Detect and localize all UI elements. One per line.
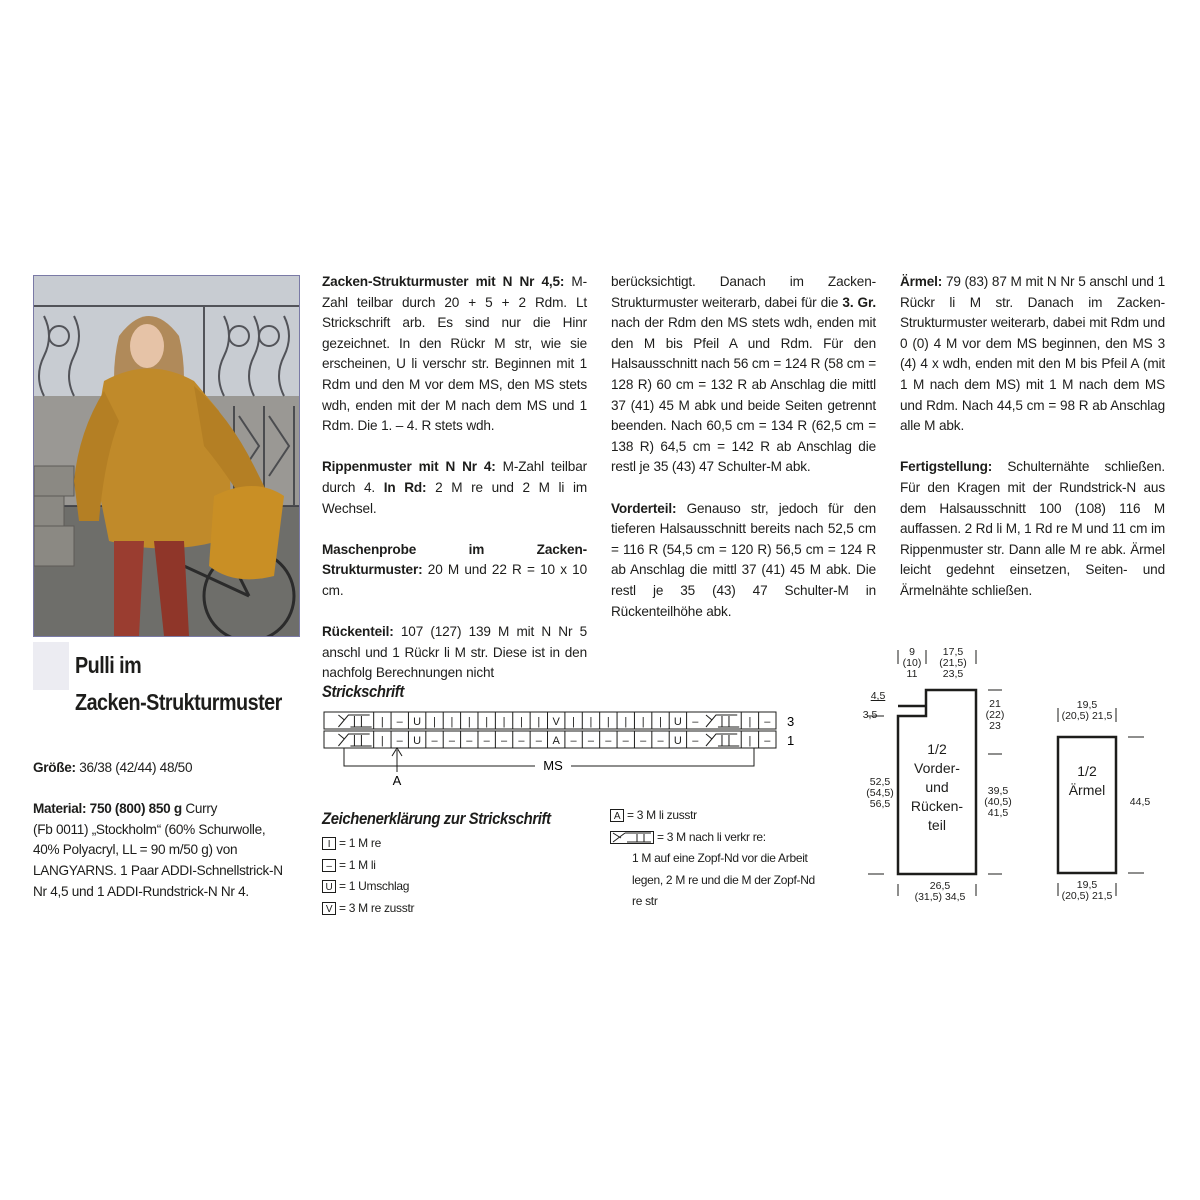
dim-value: 52,5 — [869, 776, 891, 788]
dim-value: 9 — [909, 646, 915, 658]
dim-value: 21,5 — [1091, 890, 1113, 902]
chart-stitch-symbol: – — [396, 735, 403, 747]
dim-value: 41,5 — [987, 807, 1009, 819]
rueckenteil-continued — [611, 272, 876, 478]
chart-stitch-symbol: | — [537, 716, 541, 728]
legend-column-2 — [610, 805, 815, 913]
piece-label-text: und — [925, 779, 949, 795]
size-value: 36/38 (42/44) 48/50 — [75, 760, 193, 775]
inline-bold: In Rd: — [383, 479, 427, 495]
chart-stitch-symbol: – — [448, 735, 455, 747]
dim-body-width — [900, 881, 980, 903]
chart-stitch-symbol: | — [641, 716, 645, 728]
section-heading: Zacken-Strukturmuster mit N Nr 4,5: — [322, 274, 565, 289]
chart-stitch-symbol: U — [673, 735, 682, 747]
dim-value: (22) — [985, 709, 1005, 721]
legend-text: = 3 M li zusstr — [627, 808, 697, 822]
piece-label-text: teil — [928, 817, 946, 833]
chart-stitch-symbol: U — [413, 735, 422, 747]
size-label: Größe: — [33, 760, 76, 775]
knit-stitch-icon: I — [322, 837, 336, 850]
legend-item-k3tog — [322, 898, 414, 920]
legend-text: = 3 M nach li verkr re: — [657, 829, 766, 844]
section-heading: Ärmel: — [900, 274, 943, 289]
fertigstellung-paragraph — [900, 457, 1165, 601]
dim-value: 39,5 — [987, 785, 1009, 797]
cable-cross-icon — [610, 831, 654, 844]
dim-side-length — [978, 786, 1018, 819]
model-photo-illustration — [34, 276, 299, 636]
dim-value: (31,5) — [914, 891, 943, 903]
model-photo — [33, 275, 300, 637]
rueckenteil-paragraph — [322, 622, 587, 684]
chart-stitch-symbol: – — [483, 735, 490, 747]
purl-stitch-icon: – — [322, 859, 336, 872]
chart-stitch-symbol: U — [673, 716, 682, 728]
purl-three-together-icon: A — [610, 809, 624, 822]
chart-stitch-symbol: A — [552, 735, 560, 747]
paragraph-text: 20 M und 22 R = 10 x 10 cm. — [322, 562, 587, 598]
dim-value: 11 — [906, 668, 918, 680]
legend-item-purl — [322, 855, 414, 877]
paragraph-text: Genauso str, jedoch für den tieferen Halsausschnitt bereits nach 52,5 cm = 116 R (54,5 cm = 120 R) 56,5 cm = 124 R ab Anschlag die mittl 37 (41) 45 M abk. Die restl je 35 (43) 47 Schulter-M in Rückenteilhöhe abk. — [611, 500, 876, 619]
dim-value: 26,5 — [929, 880, 951, 892]
knitting-chart — [320, 708, 800, 788]
dim-neck-side: 3,5 — [862, 709, 878, 721]
chart-heading: Strickschrift — [322, 683, 404, 701]
section-heading: Fertigstellung: — [900, 459, 993, 475]
instructions-column-2 — [611, 272, 876, 622]
chart-stitch-symbol: | — [659, 716, 662, 728]
dim-value: 19,5 — [1076, 879, 1098, 891]
chart-stitch-symbol: – — [605, 735, 612, 747]
vorderteil-paragraph — [611, 499, 876, 623]
rippen-paragraph — [322, 457, 587, 519]
chart-stitch-symbol: – — [587, 735, 595, 747]
dim-value: 34,5 — [944, 891, 966, 903]
paragraph-text: 107 (127) 139 M mit N Nr 5 anschl und 1 Rückr li M str. Diese ist in den nachfolg Berechnungen nicht — [322, 624, 587, 681]
dim-value: (40,5) — [984, 796, 1012, 808]
maschenprobe-paragraph — [322, 540, 587, 602]
chart-stitch-symbol: – — [764, 735, 771, 747]
dim-value: 21,5 — [1091, 710, 1113, 722]
sleeve-piece-label — [1058, 762, 1116, 800]
chart-stitch-symbol: | — [433, 716, 436, 728]
dim-value: 23,5 — [942, 668, 964, 680]
chart-row-number-1: 1 — [787, 733, 795, 748]
chart-stitch-symbol: | — [485, 716, 489, 728]
chart-row-border — [324, 712, 776, 729]
chart-row-border — [324, 731, 776, 748]
chart-stitch-symbol: – — [466, 735, 473, 747]
dim-sleeve-top — [1054, 700, 1120, 722]
legend-heading: Zeichenerklärung zur Strickschrift — [322, 810, 551, 828]
material-text: (Fb 0011) „Stockholm“ (60% Schurwolle, — [33, 821, 266, 837]
dim-value: (21,5) — [939, 657, 967, 669]
chart-stitch-symbol: – — [622, 735, 629, 747]
piece-label-text: Ärmel — [1068, 782, 1106, 798]
repeat-label-ms: MS — [543, 758, 563, 773]
inline-bold: 3. Gr. — [842, 294, 876, 310]
material-text: 40% Polyacryl, LL = 90 m/50 g) von — [33, 842, 238, 858]
pattern-title-line1: Pulli im — [75, 652, 142, 678]
chart-stitch-symbol: – — [535, 735, 542, 747]
chart-stitch-symbol: | — [502, 716, 506, 728]
body-piece-label — [898, 740, 976, 835]
yarnover-icon: U — [322, 880, 336, 893]
body-schematic — [840, 640, 1040, 920]
dim-armhole-depth — [980, 699, 1010, 732]
dim-sleeve-length: 44,5 — [1129, 796, 1151, 808]
chart-stitch-symbol: | — [520, 716, 523, 728]
arrow-a-label: A — [392, 773, 402, 788]
section-heading: Rippenmuster mit N Nr 4: — [322, 459, 496, 475]
chart-stitch-symbol: – — [570, 735, 577, 747]
chart-stitch-symbol: | — [624, 716, 628, 728]
dim-sleeve-bottom — [1054, 880, 1120, 902]
chart-stitch-symbol: – — [640, 735, 647, 747]
dim-neck-width — [902, 647, 922, 680]
sleeve-schematic — [1050, 690, 1190, 920]
chart-stitch-symbol: V — [552, 716, 560, 728]
chart-stitch-symbol: | — [589, 716, 593, 728]
material-text: Nr 4,5 und 1 ADDI-Rundstrick-N Nr 4. — [33, 883, 249, 899]
dim-shoulder-width — [930, 647, 976, 680]
dim-neck-depth: 4,5 — [870, 690, 886, 702]
size-line — [33, 758, 298, 779]
legend-text: = 1 M re — [339, 836, 381, 850]
dim-total-length — [860, 777, 900, 810]
dim-value: 17,5 — [942, 646, 964, 658]
dim-value: 56,5 — [869, 798, 891, 810]
chart-stitch-symbol: U — [413, 716, 422, 728]
legend-text: = 1 M li — [339, 857, 376, 872]
dim-value: 19,5 — [1076, 699, 1098, 711]
paragraph-text: 79 (83) 87 M mit N Nr 5 anschl und 1 Rückr li M str. Danach im Zacken-Strukturmuster weiterarb, dabei mit Rdm und 0 (0) 4 M vor dem MS beginnen, den MS 3 (4) 4 x wdh, enden mit den M bis Pfeil A (mit 1 M nach dem MS) mit 1 M nach dem MS und Rdm. Nach 44,5 cm = 98 R ab Anschlag alle M abk. — [900, 274, 1165, 434]
paragraph-text: M-Zahl teilbar durch 20 + 5 + 2 Rdm. Lt Strickschrift arb. Es sind nur die Hinr gezeichnet. In den Rückr M str, wie sie erscheinen, U li verschr str. Beginnen mit 1 Rdm und den M vor dem MS, den MS stets wdh, enden mit der M nach dem MS und 1 Rdm. Die 1. – 4. R stets wdh. — [322, 274, 587, 434]
piece-label-text: 1/2 — [1077, 763, 1097, 779]
dim-value: (54,5) — [866, 787, 894, 799]
dim-value: (20,5) — [1061, 890, 1090, 902]
chart-stitch-symbol: – — [500, 735, 508, 747]
dim-value: 23 — [989, 720, 1001, 732]
legend-text: = 1 Umschlag — [339, 879, 410, 893]
legend-cable-desc-2: 1 M auf eine Zopf-Nd vor die Arbeit — [632, 851, 808, 865]
material-text: Curry — [181, 801, 218, 817]
chart-stitch-symbol: | — [748, 716, 752, 728]
dim-value: (20,5) — [1061, 710, 1090, 722]
aermel-paragraph — [900, 272, 1165, 437]
legend-cable-desc-3: legen, 2 M re und die M der Zopf-Nd — [632, 872, 815, 887]
instructions-column-3 — [900, 272, 1165, 602]
chart-stitch-symbol: – — [692, 716, 699, 728]
pattern-title-line2: Zacken-Strukturmuster — [75, 689, 282, 715]
piece-label-text: 1/2 — [927, 741, 947, 757]
legend-item-knit — [322, 833, 414, 855]
chart-stitch-symbol: | — [450, 716, 454, 728]
cable-cross-mark — [338, 715, 371, 727]
paragraph-text: nach der Rdm den MS stets wdh, enden mit den M bis Pfeil A und Rdm. Für den Halsausschnitt nach 56 cm = 124 R (58 cm = 128 R) 60 cm = 132 R ab Anschlag die mittl 37 (41) 45 M abk und beide Seiten getrennt beenden. Nach 60,5 cm = 134 R (62,5 cm = 138 R) 64,5 cm = 142 R ab Anschlag die restl je 35 (43) 47 Schulter-M abk. — [611, 315, 876, 475]
cable-cross-mark — [706, 715, 739, 727]
chart-stitch-symbol: | — [748, 735, 752, 747]
legend-cable-desc-4: re str — [632, 894, 658, 908]
section-heading: Vorderteil: — [611, 500, 677, 516]
size-material-section — [33, 758, 298, 902]
chart-stitch-symbol: – — [431, 735, 438, 747]
chart-stitch-symbol: | — [467, 716, 471, 728]
chart-stitch-symbol: – — [396, 716, 403, 728]
chart-stitch-symbol: – — [692, 735, 699, 747]
legend-item-cable — [610, 827, 815, 849]
dim-value: 21 — [989, 698, 1001, 710]
paragraph-text: berücksichtigt. Danach im Zacken-Strukturmuster weiterarb, dabei für die — [611, 274, 876, 310]
chart-stitch-symbol: | — [380, 716, 384, 728]
chart-stitch-symbol: – — [518, 735, 525, 747]
chart-stitch-symbol: – — [657, 735, 664, 747]
section-heading: Rückenteil: — [322, 624, 394, 640]
piece-label-text: Rücken- — [910, 798, 964, 814]
title-accent-box — [33, 642, 69, 690]
legend-item-p3tog — [610, 805, 815, 827]
cable-cross-mark — [338, 734, 371, 746]
legend-item-yarnover — [322, 876, 414, 898]
zacken-paragraph — [322, 272, 587, 437]
instructions-column-1 — [322, 272, 587, 684]
piece-label-text: Vorder- — [914, 760, 960, 776]
dim-value: (10) — [902, 657, 922, 669]
chart-row-number-3: 3 — [787, 714, 795, 729]
chart-stitch-symbol: | — [380, 735, 384, 747]
material-label: Material: 750 (800) 850 g — [33, 801, 182, 817]
knit-three-together-icon: V — [322, 902, 336, 915]
paragraph-text: Schulternähte schließen. Für den Kragen mit der Rundstrick-N aus dem Halsausschnitt 100 (108) 116 M auffassen. 2 Rd li M, 1 Rd re M und 11 cm im Rippenmuster str. Dann alle M re abk. Ärmel leicht gedehnt einsetzen, Seiten- und Ärmelnähte schließen. — [900, 459, 1165, 598]
material-text: LANGYARNS. 1 Paar ADDI-Schnellstrick-N — [33, 862, 283, 878]
paragraph-text: 2 M re und 2 M li im Wechsel. — [322, 479, 587, 516]
cable-cross-glyph — [611, 832, 653, 843]
chart-stitch-symbol: | — [572, 716, 576, 728]
material-block — [33, 799, 298, 902]
chart-stitch-symbol: – — [764, 716, 771, 728]
paragraph-text: M-Zahl teilbar durch 4. — [322, 459, 587, 495]
legend-column-1 — [322, 833, 414, 919]
cable-cross-mark — [706, 734, 739, 746]
legend-text: = 3 M re zusstr — [339, 900, 415, 915]
section-heading: Maschenprobe im Zacken-Strukturmuster: — [322, 541, 587, 578]
chart-stitch-symbol: | — [606, 716, 610, 728]
